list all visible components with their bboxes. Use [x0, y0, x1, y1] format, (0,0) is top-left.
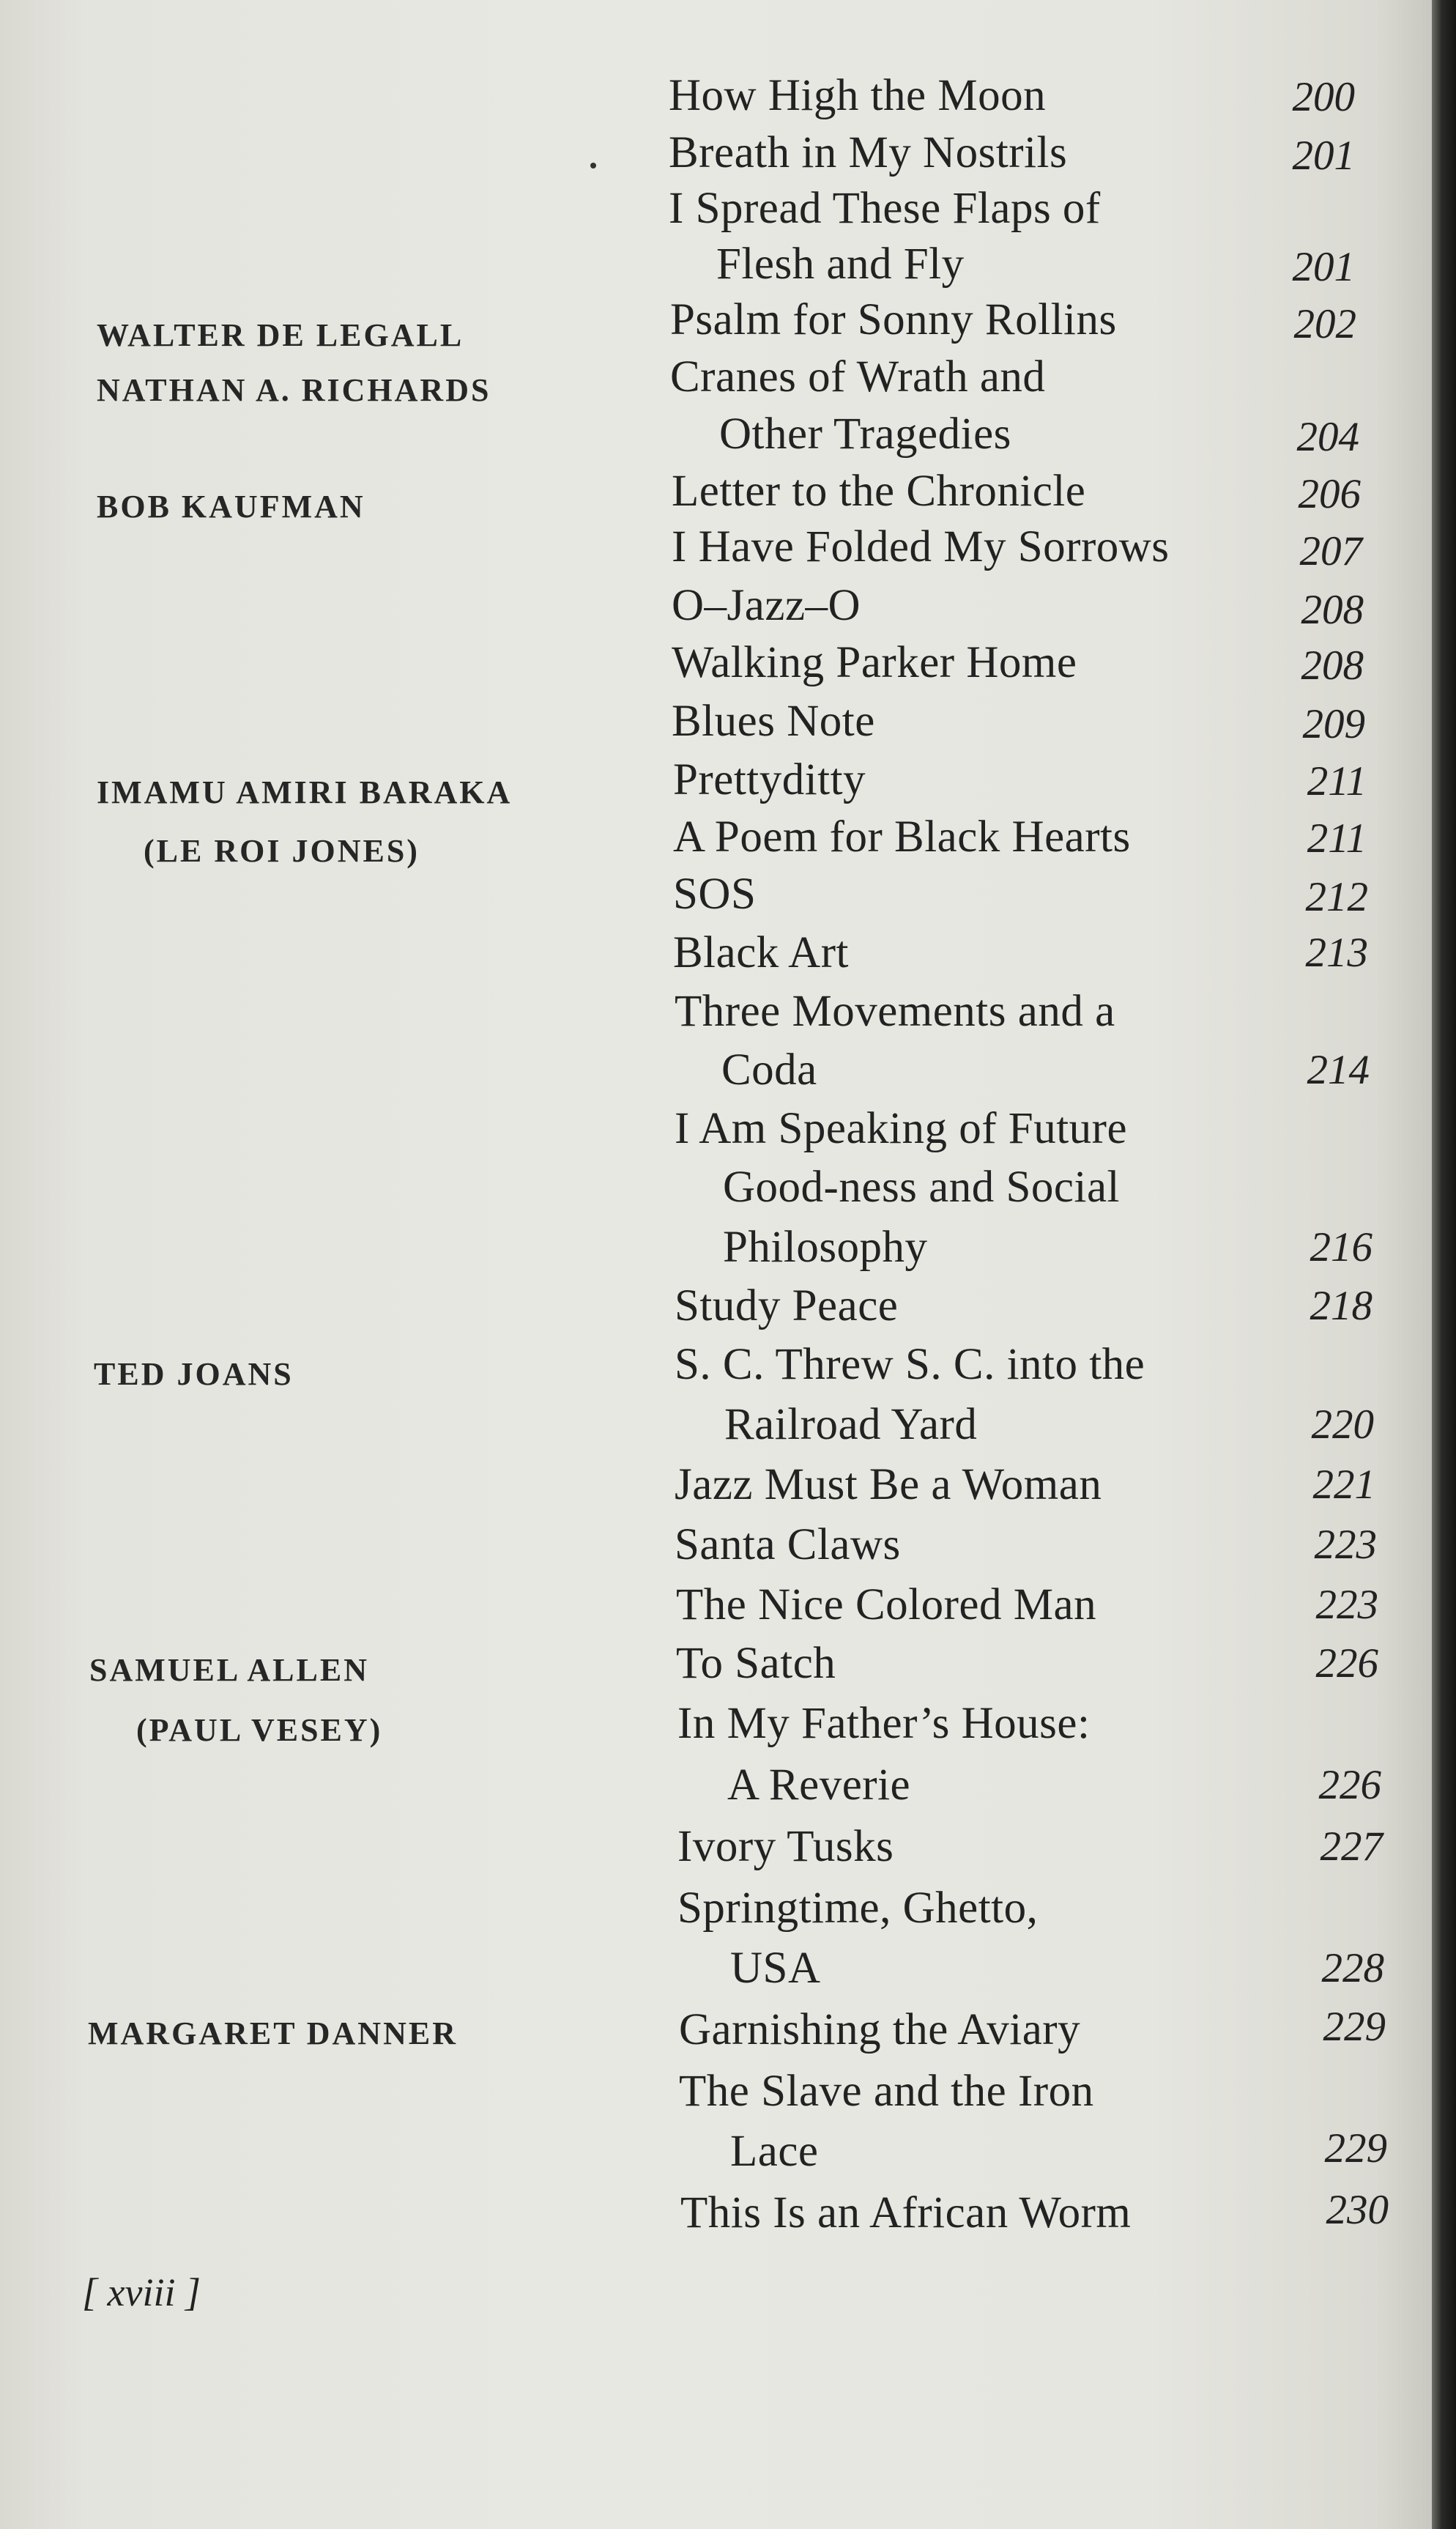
page-number: 213 [1305, 930, 1368, 976]
title-line: Flesh and Fly [716, 240, 965, 289]
title-line: To Satch [676, 1639, 836, 1688]
page-number: 227 [1320, 1823, 1383, 1870]
title-line: A Reverie [727, 1760, 911, 1810]
author-ted-joans: TED JOANS [94, 1356, 294, 1392]
title-line: USA [730, 1944, 821, 1993]
title-line: I Spread These Flaps of [669, 184, 1101, 233]
title-line: Railroad Yard [724, 1400, 978, 1449]
title-line: Psalm for Sonny Rollins [670, 295, 1117, 344]
title-line: How High the Moon [669, 71, 1047, 120]
page-number: 220 [1311, 1401, 1374, 1448]
title-line: In My Father’s House: [677, 1699, 1091, 1748]
author-samuel-allen: SAMUEL ALLEN [89, 1652, 369, 1688]
page-number: 201 [1292, 133, 1355, 179]
ink-dot [590, 163, 596, 169]
page-number: 221 [1312, 1462, 1375, 1508]
title-line: Philosophy [723, 1223, 928, 1272]
page-number: 226 [1315, 1640, 1378, 1686]
author-bob-kaufman: BOB KAUFMAN [97, 489, 365, 525]
page-number: 212 [1305, 874, 1368, 920]
page-number: 223 [1314, 1522, 1377, 1568]
title-line: S. C. Threw S. C. into the [675, 1340, 1145, 1389]
page-number: 223 [1315, 1582, 1378, 1628]
page-number: 211 [1307, 815, 1367, 862]
author-walter-de-legall: WALTER DE LEGALL [97, 317, 464, 353]
page-number: 207 [1299, 528, 1362, 574]
page-number: 201 [1292, 244, 1355, 290]
title-line: A Poem for Black Hearts [673, 812, 1131, 862]
title-line: Good-ness and Social [723, 1163, 1120, 1212]
title-line: Three Movements and a [675, 987, 1115, 1036]
page-number: 202 [1293, 301, 1356, 347]
title-line: The Nice Colored Man [676, 1580, 1097, 1629]
title-line: This Is an African Worm [680, 2188, 1132, 2237]
page-number: 218 [1310, 1283, 1373, 1329]
page-number: 208 [1301, 587, 1364, 633]
title-line: The Slave and the Iron [679, 2067, 1094, 2116]
page-number: 229 [1323, 2004, 1386, 2050]
page-number: 229 [1324, 2125, 1387, 2171]
author-paul-vesey: (PAUL VESEY) [136, 1712, 383, 1748]
title-line: Black Art [673, 928, 849, 977]
page-number: 209 [1302, 701, 1365, 747]
title-line: Springtime, Ghetto, [677, 1884, 1039, 1933]
title-line: O–Jazz–O [672, 581, 861, 630]
title-line: Jazz Must Be a Woman [675, 1460, 1102, 1509]
title-line: Santa Claws [675, 1520, 901, 1569]
author-nathan-a-richards: NATHAN A. RICHARDS [97, 372, 491, 408]
title-line: SOS [673, 870, 757, 919]
title-line: Prettyditty [673, 755, 866, 804]
title-line: Lace [730, 2127, 819, 2176]
title-line: Blues Note [672, 697, 875, 746]
page-number: 226 [1318, 1762, 1381, 1808]
page-number: 216 [1310, 1224, 1373, 1270]
page-number: 204 [1296, 414, 1359, 460]
page-number: 228 [1321, 1945, 1384, 1991]
page-number: 200 [1292, 74, 1355, 120]
title-line: Letter to the Chronicle [672, 467, 1086, 516]
title-line: Ivory Tusks [677, 1822, 894, 1871]
title-line: Garnishing the Aviary [679, 2005, 1081, 2054]
author-le-roi-jones: (LE ROI JONES) [144, 833, 420, 869]
page-number: 206 [1298, 471, 1361, 517]
title-line: I Have Folded My Sorrows [672, 522, 1170, 571]
page-number: 230 [1326, 2187, 1389, 2233]
title-line: I Am Speaking of Future [675, 1104, 1128, 1153]
page-number: 214 [1307, 1047, 1370, 1093]
author-margarth-danner: MARGARET DANNER [88, 2015, 458, 2051]
title-line: Breath in My Nostrils [669, 128, 1068, 177]
author-imamu-amiri-baraka: IMAMU AMIRI BARAKA [97, 774, 513, 810]
title-line: Other Tragedies [719, 410, 1011, 459]
title-line: Study Peace [675, 1281, 899, 1330]
page-number: 211 [1307, 758, 1367, 804]
title-line: Cranes of Wrath and [670, 352, 1046, 401]
title-line: Walking Parker Home [672, 638, 1077, 687]
page-number: 208 [1301, 643, 1364, 689]
page-folio: [ xviii ] [82, 2270, 201, 2314]
book-edge [1432, 0, 1456, 2529]
title-line: Coda [721, 1045, 817, 1095]
